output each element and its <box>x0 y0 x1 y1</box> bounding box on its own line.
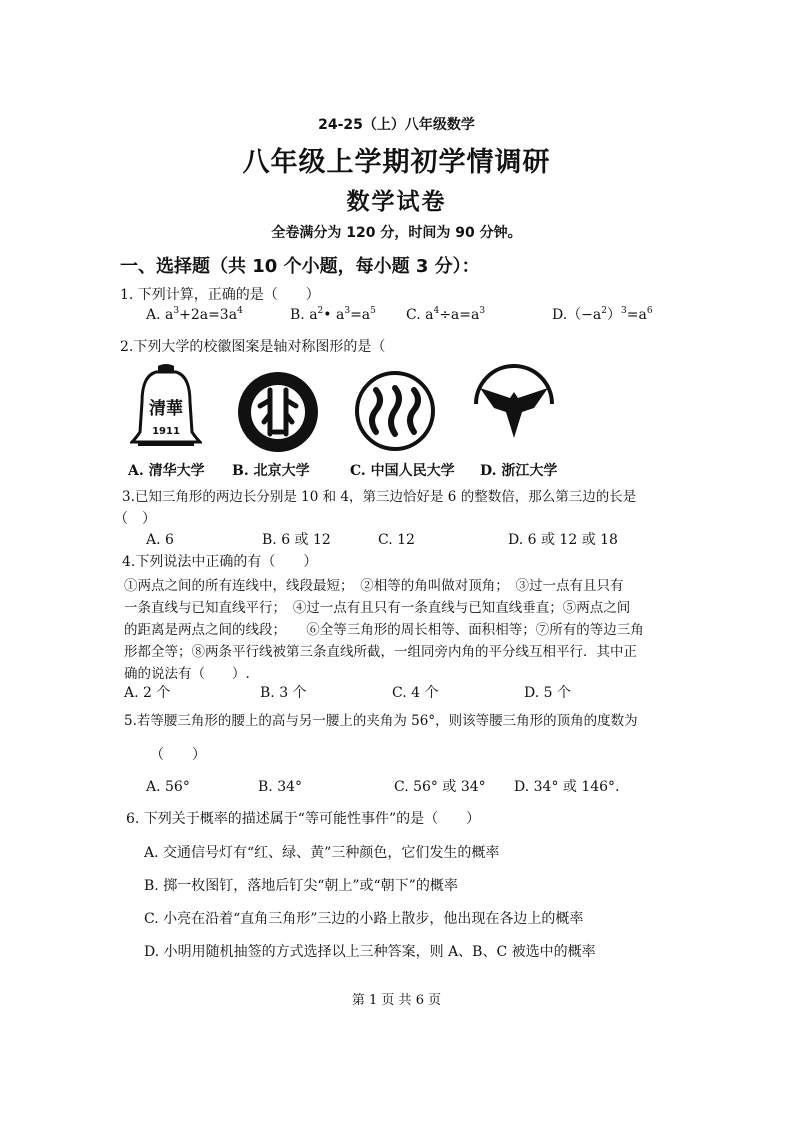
svg-text:1911: 1911 <box>152 426 180 437</box>
q2-option-d: D. 浙江大学 <box>480 463 558 479</box>
q4-body-line-1: ①两点之间的所有连线中，线段最短； ②相等的角叫做对顶角； ③过一点有且只有 <box>124 578 624 594</box>
q1-stem: 1. 下列计算，正确的是（ ） <box>120 287 320 303</box>
q1-option-b: B. $a^2•$ $a^3=a^5$ <box>290 306 376 323</box>
section-heading: 一、选择题（共 10 个小题，每小题 3 分）： <box>120 256 480 277</box>
peking-logo <box>236 370 320 454</box>
q5-option-d: D. 34° 或 146°. <box>514 779 620 795</box>
q4-option-a: A. 2 个 <box>124 685 171 701</box>
q3-option-b: B. 6 或 12 <box>262 532 331 548</box>
page-subtitle: 数学试卷 <box>346 189 447 215</box>
q3-option-a: A. 6 <box>146 532 174 548</box>
q1-option-a: A. $a^3+2a=3a^4$ <box>146 306 243 323</box>
q6-option-b: B. 掷一枚图钉，落地后钉尖“朝上”或“朝下”的概率 <box>144 878 458 894</box>
q4-option-c: C. 4 个 <box>392 685 439 701</box>
page-title: 八年级上学期初学情调研 <box>242 147 551 178</box>
q2-stem: 2.下列大学的校徽图案是轴对称图形的是（ <box>120 339 386 355</box>
course-tag: 24-25（上）八年级数学 <box>318 117 475 133</box>
renmin-logo <box>354 370 436 452</box>
q5-bracket: （ ） <box>150 747 206 763</box>
q4-stem: 4.下列说法中正确的有（ ） <box>122 554 318 570</box>
q6-stem: 6. 下列关于概率的描述属于“等可能性事件”的是（ ） <box>126 811 481 827</box>
exam-info: 全卷满分为 120 分，时间为 90 分钟。 <box>271 225 522 241</box>
q3-stem: 3.已知三角形的两边长分别是 10 和 4，第三边恰好是 6 的整数倍，那么第三边的长是 <box>122 489 637 505</box>
q6-option-c: C. 小亮在沿着“直角三角形”三边的小路上散步，他出现在各边上的概率 <box>144 911 584 927</box>
q4-body-line-4: 形都全等；⑧两条平行线被第三条直线所截，一组同旁内角的平分线互相平行．其中正 <box>124 644 637 660</box>
zhejiang-logo <box>470 362 558 446</box>
q5-option-b: B. 34° <box>258 779 303 795</box>
page-number: 第 1 页 共 6 页 <box>351 993 442 1008</box>
q4-body-line-5: 确的说法有（ ）. <box>124 666 250 682</box>
q3-option-c: C. 12 <box>378 532 415 548</box>
q2-option-a: A. 清华大学 <box>128 463 205 479</box>
svg-text:清華: 清華 <box>149 399 183 419</box>
q4-body-line-2: 一条直线与已知直线平行； ④过一点有且只有一条直线与已知直线垂直；⑤两点之间 <box>124 600 631 616</box>
q2-option-c: C. 中国人民大学 <box>350 463 455 479</box>
q3-option-d: D. 6 或 12 或 18 <box>508 532 618 548</box>
q4-body-line-3: 的距离是两点之间的线段； ⑥全等三角形的周长相等、面积相等；⑦所有的等边三角 <box>124 622 644 638</box>
q5-stem: 5.若等腰三角形的腰上的高与另一腰上的夹角为 56°，则该等腰三角形的顶角的度数为 <box>124 713 638 729</box>
tsinghua-logo <box>130 362 202 448</box>
q1-option-c: C. $a^4\div a=a^3$ <box>406 306 486 323</box>
q5-option-c: C. 56° 或 34° <box>394 779 486 795</box>
q6-option-a: A. 交通信号灯有“红、绿、黄”三种颜色，它们发生的概率 <box>144 845 500 861</box>
q2-option-b: B. 北京大学 <box>232 463 310 479</box>
q4-option-d: D. 5 个 <box>524 685 571 701</box>
q3-bracket: （ ） <box>114 511 156 527</box>
q4-option-b: B. 3 个 <box>260 685 307 701</box>
q5-option-a: A. 56° <box>146 779 190 795</box>
q1-option-d: $D.(-a^2)^3=a^6$ <box>552 306 653 323</box>
q6-option-d: D. 小明用随机抽签的方式选择以上三种答案，则 A、B、C 被选中的概率 <box>144 944 596 960</box>
